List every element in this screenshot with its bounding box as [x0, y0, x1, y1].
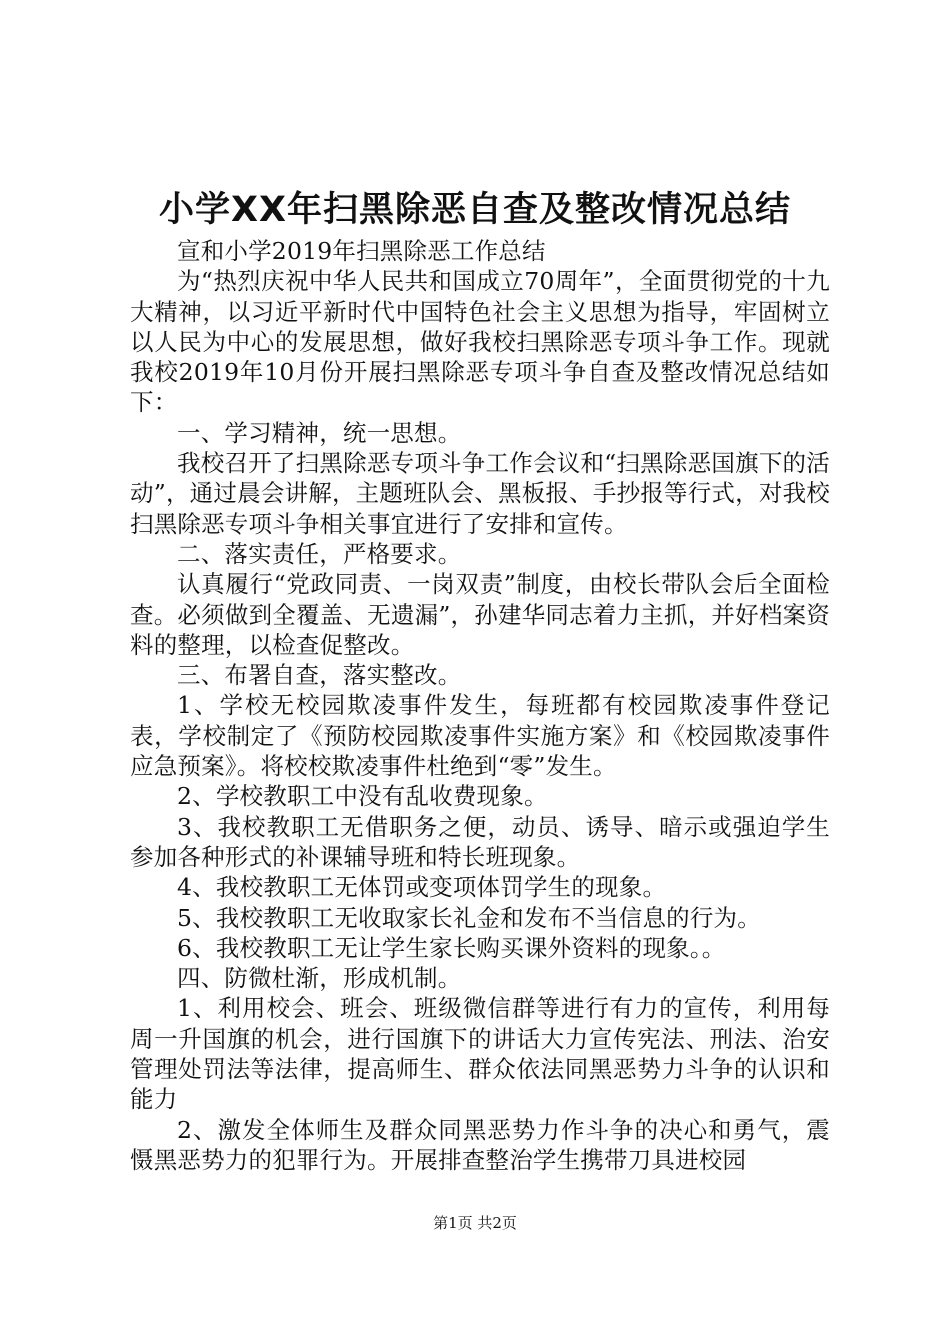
section-4-item-1: 1、利用校会、班会、班级微信群等进行有力的宣传，利用每周一升国旗的机会，进行国旗下的讲话大力宣传宪法、刑法、治安管理处罚法等法律，提高师生、群众依法同黑恶势力斗争的认识和能力: [130, 994, 830, 1114]
section-3-item-1: 1、学校无校园欺凌事件发生，每班都有校园欺凌事件登记表，学校制定了《预防校园欺凌事件实施方案》和《校园欺凌事件应急预案》。将校校欺凌事件杜绝到“零”发生。: [130, 691, 830, 781]
section-3-item-2: 2、学校教职工中没有乱收费现象。: [177, 782, 548, 811]
section-3-item-5: 5、我校教职工无收取家长礼金和发布不当信息的行为。: [177, 903, 761, 932]
subtitle-paragraph: 宣和小学2019年扫黑除恶工作总结: [177, 237, 546, 265]
section-1-paragraph: 我校召开了扫黑除恶专项斗争工作会议和“扫黑除恶国旗下的活动”，通过晨会讲解，主题班队会、黑板报、手抄报等行式，对我校扫黑除恶专项斗争相关事宜进行了安排和宣传。: [130, 449, 830, 538]
section-2-paragraph: 认真履行“党政同责、一岗双责”制度，由校长带队会后全面检查。必须做到全覆盖、无遗漏”，孙建华同志着力主抓，并好档案资料的整理，以检查促整改。: [130, 570, 830, 659]
section-heading-1: 一、学习精神，统一思想。: [177, 418, 462, 447]
document-body: [130, 236, 830, 1175]
section-heading-3: 三、布署自查，落实整改。: [177, 661, 462, 690]
section-heading-2: 二、落实责任，严格要求。: [177, 539, 462, 568]
section-4-item-2: 2、激发全体师生及群众同黑恶势力作斗争的决心和勇气，震慑黑恶势力的犯罪行为。开展排查整治学生携带刀具进校园: [130, 1115, 830, 1174]
section-3-item-4: 4、我校教职工无体罚或变项体罚学生的现象。: [177, 873, 667, 902]
section-heading-4: 四、防微杜渐，形成机制。: [177, 964, 462, 993]
intro-paragraph: 为“热烈庆祝中华人民共和国成立70周年”，全面贯彻党的十九大精神，以习近平新时代中国特色社会主义思想为指导，牢固树立以人民为中心的发展思想，做好我校扫黑除恶专项斗争工作。现就我校2019年10月份开展扫黑除恶专项斗争自查及整改情况总结如下：: [130, 267, 830, 417]
document-title: 小学XX年扫黑除恶自查及整改情况总结: [159, 190, 791, 230]
section-3-item-3: 3、我校教职工无借职务之便，动员、诱导、暗示或强迫学生参加各种形式的补课辅导班和特长班现象。: [130, 812, 830, 871]
page-footer: 第1页 共2页: [433, 1214, 517, 1232]
section-3-item-6: 6、我校教职工无让学生家长购买课外资料的现象。。: [177, 933, 726, 962]
